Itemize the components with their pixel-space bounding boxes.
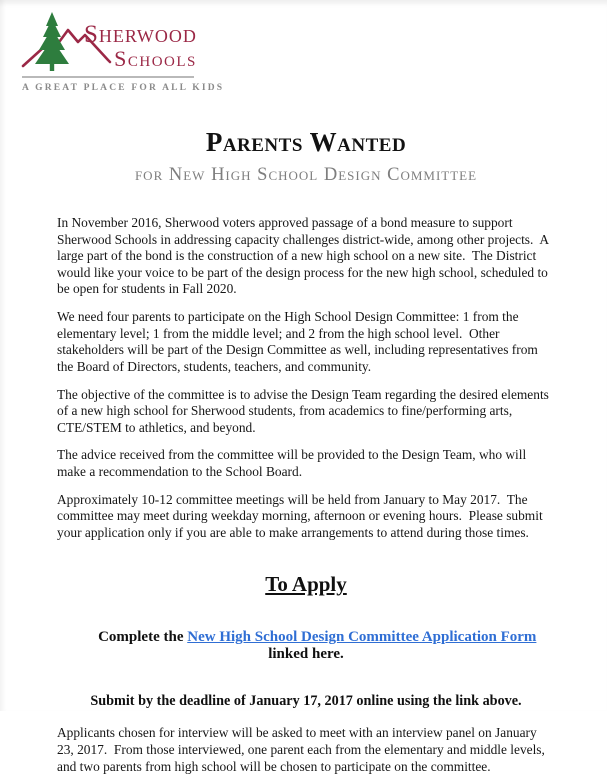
to-apply-heading: To Apply xyxy=(265,572,347,597)
apply-instruction-prefix: Complete the xyxy=(98,629,188,646)
paragraph-bond-measure: In November 2016, Sherwood voters approved passage of a bond measure to support Sherwood Schools in addressing capacity challenges district-wide, among other projects. A large part of the bond is the construction of a new high school on a new site. The District would like your voice to be part of the design process for the new high school, scheduled to be open for students in Fall 2020. xyxy=(57,215,552,297)
paragraph-meetings: Approximately 10-12 committee meetings will be held from January to May 2017. The committee may meet during weekday morning, afternoon or evening hours. Please submit your application only if you are able to make arrangements to attend during those times. xyxy=(57,491,547,540)
pine-tree-mountain-icon xyxy=(22,10,110,72)
paragraph-advice: The advice received from the committee will be provided to the Design Team, who will make a recommendation to the School Board. xyxy=(57,447,530,479)
application-form-link[interactable]: New High School Design Committee Application Form xyxy=(187,629,537,646)
page-subtitle: for New High School Design Committee xyxy=(134,164,478,185)
logo-name-line1: Sherwood xyxy=(84,21,197,48)
paragraph-interview: Applicants chosen for interview will be asked to meet with an interview panel on January 23, 2017. From those interviewed, one parent each from the elementary and middle levels, and two parents from high school will be chosen to participate on the committee. xyxy=(57,725,549,774)
body-paragraphs xyxy=(57,215,555,541)
logo-name-line2: Schools xyxy=(114,46,197,71)
logo-tagline: A GREAT PLACE FOR ALL KIDS xyxy=(22,83,225,93)
apply-instruction-line xyxy=(57,612,555,680)
logo-divider xyxy=(22,76,194,78)
apply-instruction-suffix: linked here. xyxy=(268,629,541,663)
paragraph-four-parents: We need four parents to participate on the High School Design Committee: 1 from the elementary level; 1 from the middle level; and 2 from the high school level. Other stakeholders will be part of the Design Committee as well, including representatives from the Board of Directors, students, teachers, and community. xyxy=(57,309,542,374)
sherwood-schools-logo xyxy=(22,10,225,93)
page-title: Parents Wanted xyxy=(205,127,407,157)
deadline-line: Submit by the deadline of January 17, 2017 online using the link above. xyxy=(90,693,522,710)
paragraph-objective: The objective of the committee is to advise the Design Team regarding the desired elements of a new high school for Sherwood students, from academics to fine/performing arts, CTE/STEM to athletics, and beyond. xyxy=(57,386,553,435)
